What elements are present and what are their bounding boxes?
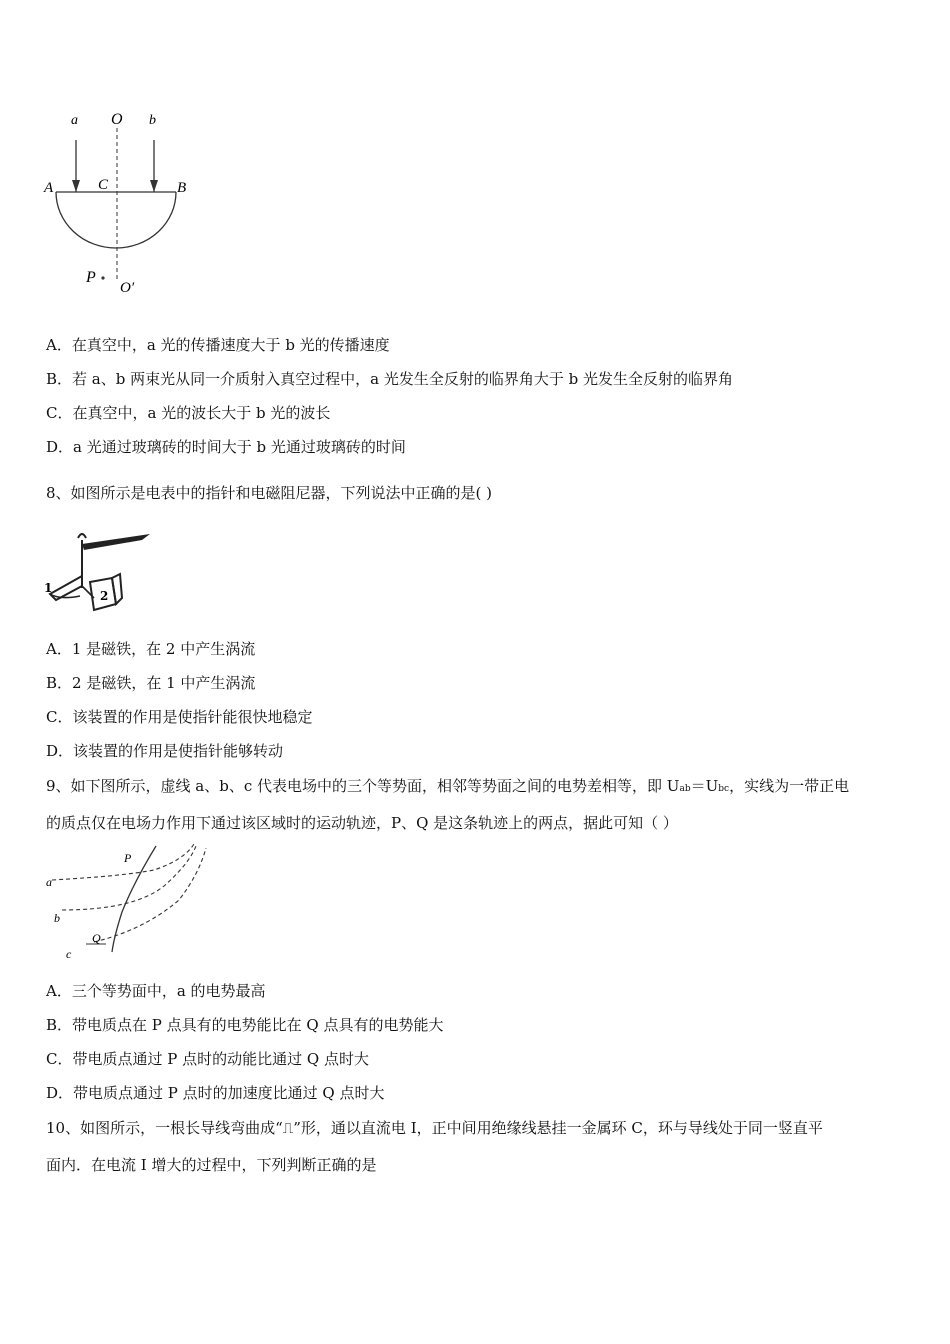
q9-option-b: B．带电质点在 P 点具有的电势能比在 Q 点具有的电势能大 xyxy=(46,1016,444,1034)
point-b-label: B xyxy=(177,180,187,196)
surface-c-label: c xyxy=(66,947,72,961)
q9-option-a: A．三个等势面中，a 的电势最高 xyxy=(46,982,266,1000)
ray-b-label: b xyxy=(149,113,156,128)
q9-stem-part2: ＝U xyxy=(690,777,719,795)
q8-stem: 8、如图所示是电表中的指针和电磁阻尼器，下列说法中正确的是( ) xyxy=(46,484,493,502)
q8-option-b: B．2 是磁铁，在 1 中产生涡流 xyxy=(46,674,256,692)
q9-stem-part1: 9、如下图所示，虚线 a、b、c 代表电场中的三个等势面，相邻等势面之间的电势差相等，即 U xyxy=(46,777,680,795)
ray-a-label: a xyxy=(71,113,78,128)
surface-a-label: a xyxy=(46,875,52,889)
point-o-prime-label: O′ xyxy=(120,280,135,296)
q10-stem-line2: 面内．在电流 I 增大的过程中，下列判断正确的是 xyxy=(46,1156,377,1174)
q9-sub-bc: bc xyxy=(718,784,730,794)
damper-label-1: 1 xyxy=(44,581,53,595)
q7-option-a: A．在真空中，a 光的传播速度大于 b 光的传播速度 xyxy=(46,336,390,354)
point-a-label: A xyxy=(44,180,54,196)
pointer-damper-figure xyxy=(42,528,157,620)
point-c-label: C xyxy=(98,177,109,193)
point-p-label-q9: P xyxy=(124,851,132,865)
equipotential-figure xyxy=(44,842,214,964)
damper-label-2: 2 xyxy=(100,589,109,603)
q9-option-c: C．带电质点通过 P 点时的动能比通过 Q 点时大 xyxy=(46,1050,369,1068)
q8-option-d: D．该装置的作用是使指针能够转动 xyxy=(46,742,284,760)
q7-option-c: C．在真空中，a 光的波长大于 b 光的波长 xyxy=(46,404,331,422)
surface-b-label: b xyxy=(54,911,60,925)
point-q-label: Q xyxy=(92,931,101,945)
q10-stem-line1: 10、如图所示，一根长导线弯曲成“⎍”形，通以直流电 I，正中间用绝缘线悬挂一金属环 C，环与导线处于同一竖直平 xyxy=(46,1119,823,1137)
q9-option-d: D．带电质点通过 P 点时的加速度比通过 Q 点时大 xyxy=(46,1084,385,1102)
point-p-dot xyxy=(101,276,104,279)
q9-sub-ab: ab xyxy=(679,784,691,794)
q8-option-a: A．1 是磁铁，在 2 中产生涡流 xyxy=(46,640,256,658)
q9-stem-part3: ，实线为一带正电 xyxy=(729,777,850,795)
q9-stem-line2: 的质点仅在电场力作用下通过该区域时的运动轨迹，P、Q 是这条轨迹上的两点，据此可知（ ） xyxy=(46,814,678,832)
q8-option-c: C．该装置的作用是使指针能很快地稳定 xyxy=(46,708,313,726)
point-p-label: P xyxy=(86,269,96,286)
point-o-label: O xyxy=(111,111,123,128)
q7-option-b: B．若 a、b 两束光从同一介质射入真空过程中，a 光发生全反射的临界角大于 b 光发生全反射的临界角 xyxy=(46,370,733,388)
semicircle-glass-figure xyxy=(40,100,210,300)
q7-option-d: D．a 光通过玻璃砖的时间大于 b 光通过玻璃砖的时间 xyxy=(46,438,406,456)
q9-stem-line1 xyxy=(46,776,849,799)
